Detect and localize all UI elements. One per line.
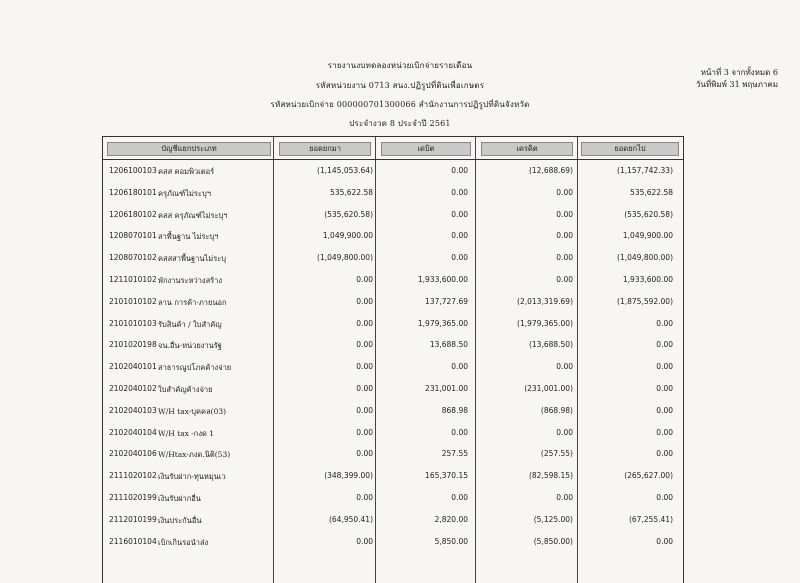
table-row (103, 379, 683, 401)
account-code: 1211010102 (109, 275, 157, 284)
account-name: สาธารณูปโภคค้างจ่าย (158, 363, 232, 373)
table-row (103, 466, 683, 488)
opening-balance: 0.00 (356, 405, 373, 415)
credit-amount: (5,850.00) (533, 536, 573, 546)
debit-amount: 1,979,365.00 (417, 318, 468, 328)
account-name: ลาน การค้า-ภายนอก (158, 297, 227, 307)
account-code: 2102040103 (109, 405, 157, 415)
closing-balance: 1,933,600.00 (622, 275, 673, 284)
debit-amount: 0.00 (451, 427, 468, 437)
opening-balance: 0.00 (356, 493, 373, 502)
debit-amount: 0.00 (451, 362, 468, 372)
page-number: หน้าที่ 3 จากทั้งหมด 6 (700, 68, 778, 77)
closing-balance: 0.00 (656, 384, 673, 393)
opening-balance: (535,620.58) (324, 209, 373, 219)
table-row (103, 488, 683, 510)
table-row (103, 248, 683, 270)
account-code: 2111020199 (109, 493, 157, 502)
closing-balance: 535,622.58 (630, 187, 673, 197)
closing-balance: 0.00 (656, 405, 673, 415)
credit-amount: 0.00 (556, 493, 573, 502)
debit-amount: 257.55 (441, 449, 468, 459)
opening-balance: 0.00 (356, 449, 373, 459)
account-name: พักงานระหว่างสร้าง (158, 276, 223, 285)
closing-balance: (265,627.00) (624, 471, 673, 481)
closing-balance: 0.00 (656, 427, 673, 437)
closing-balance: (1,049,800.00) (617, 253, 673, 263)
closing-balance: 1,049,900.00 (622, 231, 673, 241)
account-code: 2112010199 (109, 514, 157, 524)
credit-amount: (5,125.00) (533, 514, 573, 524)
account-code: 2102040102 (109, 384, 157, 393)
opening-balance: (64,950.41) (328, 514, 373, 524)
account-name: คสสสาพื้นฐานไม่ระบุ (158, 254, 227, 264)
credit-amount: (257.55) (540, 449, 573, 459)
account-code: 1206100103 (109, 166, 157, 175)
credit-amount: (2,013,319.69) (517, 296, 573, 306)
credit-amount: 0.00 (556, 253, 573, 263)
opening-balance: (1,145,053.64) (317, 166, 373, 175)
debit-amount: 5,850.00 (434, 536, 468, 546)
table-row (103, 270, 683, 292)
debit-amount: 0.00 (451, 166, 468, 175)
account-name: W/Htax-ภงด.นิติ(53) (158, 450, 231, 460)
account-code: 2101010103 (109, 318, 157, 328)
column-header-closing: ยอดยกไป (581, 142, 679, 156)
closing-balance: 0.00 (656, 340, 673, 350)
account-name: รับสินค้า / ใบสำคัญ (158, 319, 222, 329)
debit-amount: 0.00 (451, 493, 468, 502)
account-name: จน.อื่น-หน่วยงานรัฐ (158, 341, 222, 351)
account-code: 1208070102 (109, 253, 157, 263)
opening-balance: 0.00 (356, 275, 373, 284)
account-name: เงินรับฝาก-ทุนหมุนเว (158, 472, 226, 482)
trial-balance-table (102, 136, 684, 583)
column-header-credit: เครดิต (481, 142, 573, 156)
closing-balance: (1,875,592.00) (617, 296, 673, 306)
account-name: W/H tax -กงด 1 (158, 428, 215, 438)
debit-amount: 2,820.00 (434, 514, 468, 524)
table-row (103, 423, 683, 445)
account-code: 1206180102 (109, 209, 157, 219)
debit-amount: 0.00 (451, 209, 468, 219)
credit-amount: 0.00 (556, 362, 573, 372)
account-code: 2116010104 (109, 536, 157, 546)
report-title: รายงานงบทดลองหน่วยเบิกจ่ายรายเดือน (327, 61, 473, 70)
column-header-debit: เดบิต (381, 142, 471, 156)
account-name: คสส คอมพิวเตอร์ (158, 167, 215, 176)
closing-balance: 0.00 (656, 449, 673, 459)
account-code: 2111020102 (109, 471, 157, 481)
table-row (103, 401, 683, 423)
debit-amount: 868.98 (441, 405, 468, 415)
opening-balance: 0.00 (356, 362, 373, 372)
debit-amount: 1,933,600.00 (417, 275, 468, 284)
account-code: 2102040104 (109, 427, 157, 437)
account-code: 1206180101 (109, 187, 157, 197)
credit-amount: (13,688.50) (528, 340, 573, 350)
debit-amount: 165,370.15 (425, 471, 468, 481)
credit-amount: 0.00 (556, 187, 573, 197)
account-name: คสส ครุภัณฑ์ไม่ระบุฯ (158, 210, 228, 220)
opening-balance: 1,049,900.00 (322, 231, 373, 241)
debit-amount: 0.00 (451, 187, 468, 197)
account-name: เบิกเกินรอนำส่ง (158, 537, 209, 547)
opening-balance: 535,622.58 (330, 187, 373, 197)
agency-code: รหัสหน่วยงาน 0713 สนง.ปฏิรูปที่ดินเพื่อเกษตร (315, 81, 485, 90)
disbursing-unit: รหัสหน่วยเบิกจ่าย 000000701300066 สำนักงานการปฏิรูปที่ดินจังหวัด (270, 100, 530, 109)
debit-amount: 0.00 (451, 253, 468, 263)
account-name: เงินประกันอื่น (158, 515, 202, 525)
table-row (103, 510, 683, 532)
opening-balance: 0.00 (356, 296, 373, 306)
report-period: ประจำงวด 8 ประจำปี 2561 (349, 119, 451, 128)
table-row (103, 183, 683, 205)
table-header (103, 137, 683, 160)
closing-balance: 0.00 (656, 362, 673, 372)
account-code: 2102040101 (109, 362, 157, 372)
debit-amount: 137,727.69 (425, 296, 468, 306)
table-row (103, 292, 683, 314)
account-code: 2101010102 (109, 296, 157, 306)
account-code: 2101020198 (109, 340, 157, 350)
credit-amount: (1,979,365.00) (517, 318, 573, 328)
credit-amount: 0.00 (556, 275, 573, 284)
account-name: W/H tax-บุคคล(03) (158, 406, 227, 416)
credit-amount: 0.00 (556, 209, 573, 219)
table-row (103, 226, 683, 248)
credit-amount: (82,598.15) (528, 471, 573, 481)
closing-balance: (535,620.58) (624, 209, 673, 219)
closing-balance: 0.00 (656, 536, 673, 546)
account-code: 1208070101 (109, 231, 157, 241)
account-name: สาพื้นฐาน ไม่ระบุฯ (158, 232, 219, 242)
opening-balance: 0.00 (356, 340, 373, 350)
credit-amount: 0.00 (556, 427, 573, 437)
column-header-account: บัญชีแยกประเภท (107, 142, 271, 156)
credit-amount: (12,688.69) (528, 166, 573, 175)
account-name: ใบสำคัญค้างจ่าย (158, 385, 213, 394)
opening-balance: 0.00 (356, 427, 373, 437)
table-row (103, 357, 683, 379)
debit-amount: 231,001.00 (425, 384, 468, 393)
table-row (103, 444, 683, 466)
account-name: เงินรับฝากอื่น (158, 494, 201, 503)
table-row (103, 314, 683, 336)
table-row (103, 205, 683, 227)
debit-amount: 13,688.50 (429, 340, 468, 350)
account-code: 2102040106 (109, 449, 157, 459)
closing-balance: 0.00 (656, 493, 673, 502)
column-header-opening: ยอดยกมา (279, 142, 371, 156)
table-row (103, 335, 683, 357)
table-row (103, 532, 683, 554)
opening-balance: 0.00 (356, 384, 373, 393)
account-name: ครุภัณฑ์ไม่ระบุฯ (158, 188, 211, 198)
closing-balance: 0.00 (656, 318, 673, 328)
credit-amount: (231,001.00) (524, 384, 573, 393)
closing-balance: (1,157,742.33) (617, 166, 673, 175)
credit-amount: 0.00 (556, 231, 573, 241)
opening-balance: 0.00 (356, 536, 373, 546)
closing-balance: (67,255.41) (628, 514, 673, 524)
debit-amount: 0.00 (451, 231, 468, 241)
credit-amount: (868.98) (540, 405, 573, 415)
table-row (103, 161, 683, 183)
opening-balance: (1,049,800.00) (317, 253, 373, 263)
print-date: วันที่พิมพ์ 31 พฤษภาคม (695, 80, 778, 89)
opening-balance: 0.00 (356, 318, 373, 328)
opening-balance: (348,399.00) (324, 471, 373, 481)
